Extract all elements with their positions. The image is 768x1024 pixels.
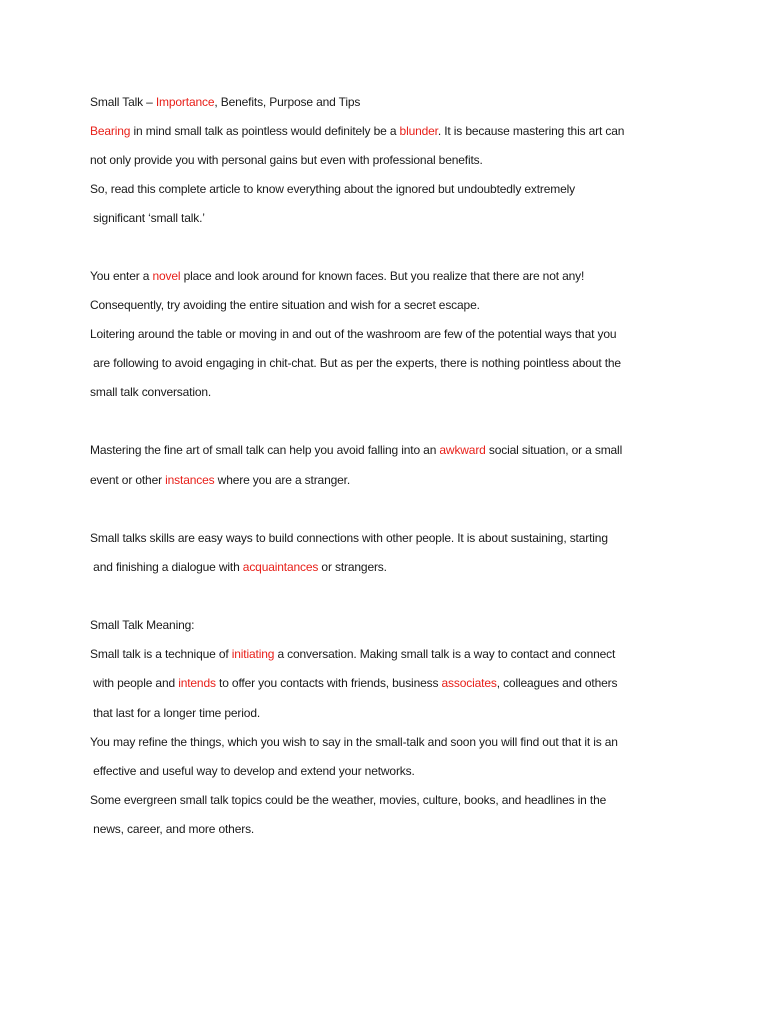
line-text: Some evergreen small talk topics could be the weather, movies, culture, books, and headlines in the xyxy=(90,793,607,807)
line-text: significant ‘small talk.’ xyxy=(90,211,205,225)
section-heading xyxy=(90,617,194,633)
line-text: or strangers. xyxy=(318,560,387,574)
line-text: Consequently, try avoiding the entire situation and wish for a secret escape. xyxy=(90,298,480,312)
line-text: Small Talk Meaning: xyxy=(90,618,195,632)
highlighted-link[interactable]: acquaintances xyxy=(242,560,319,574)
highlighted-link[interactable]: Importance xyxy=(155,95,215,109)
paragraph-line xyxy=(90,530,608,546)
highlighted-link[interactable]: awkward xyxy=(439,443,486,457)
line-text: You may refine the things, which you wish to say in the small-talk and soon you will find out that it is an xyxy=(90,735,618,749)
line-text: are following to avoid engaging in chit-chat. But as per the experts, there is nothing pointless about the xyxy=(90,356,621,370)
paragraph-line xyxy=(90,763,415,779)
paragraph-line xyxy=(90,326,616,342)
paragraph-line xyxy=(90,792,606,808)
line-text: Loitering around the table or moving in and out of the washroom are few of the potential ways that you xyxy=(90,327,617,341)
line-text: event or other xyxy=(90,473,166,487)
line-text: effective and useful way to develop and extend your networks. xyxy=(90,764,415,778)
highlighted-link[interactable]: novel xyxy=(152,269,181,283)
paragraph-line xyxy=(90,442,622,458)
line-text: , colleagues and others xyxy=(496,676,618,690)
paragraph-line xyxy=(90,152,483,168)
highlighted-link[interactable]: associates xyxy=(441,676,497,690)
paragraph-line xyxy=(90,123,624,139)
line-text: place and look around for known faces. But you realize that there are not any! xyxy=(180,269,585,283)
paragraph-line xyxy=(90,646,615,662)
highlighted-link[interactable]: intends xyxy=(178,676,216,690)
paragraph-line xyxy=(90,181,575,197)
line-text: with people and xyxy=(90,676,179,690)
line-text: in mind small talk as pointless would definitely be a xyxy=(130,124,400,138)
line-text: . It is because mastering this art can xyxy=(437,124,625,138)
line-text: not only provide you with personal gains but even with professional benefits. xyxy=(90,153,483,167)
highlighted-link[interactable]: initiating xyxy=(231,647,275,661)
line-text: , Benefits, Purpose and Tips xyxy=(214,95,361,109)
paragraph-line xyxy=(90,210,205,226)
line-text: news, career, and more others. xyxy=(90,822,255,836)
line-text: Small talk is a technique of xyxy=(90,647,232,661)
highlighted-link[interactable]: instances xyxy=(165,473,215,487)
paragraph-line xyxy=(90,472,350,488)
paragraph-line xyxy=(90,268,584,284)
line-text: where you are a stranger. xyxy=(214,473,351,487)
paragraph-line xyxy=(90,297,480,313)
line-text: to offer you contacts with friends, business xyxy=(215,676,442,690)
line-text: You enter a xyxy=(90,269,153,283)
line-text: social situation, or a small xyxy=(485,443,623,457)
line-text: Mastering the fine art of small talk can help you avoid falling into an xyxy=(90,443,440,457)
paragraph-line xyxy=(90,384,211,400)
line-text: small talk conversation. xyxy=(90,385,212,399)
paragraph-line xyxy=(90,675,617,691)
paragraph-line xyxy=(90,705,260,721)
line-text: and finishing a dialogue with xyxy=(90,560,243,574)
line-text: Small Talk – xyxy=(90,95,156,109)
document-title xyxy=(90,94,360,110)
line-text: a conversation. Making small talk is a way to contact and connect xyxy=(274,647,616,661)
paragraph-line xyxy=(90,559,387,575)
paragraph-line xyxy=(90,734,618,750)
line-text: Small talks skills are easy ways to build connections with other people. It is about sustaining, starting xyxy=(90,531,608,545)
paragraph-line xyxy=(90,355,621,371)
paragraph-line xyxy=(90,821,254,837)
line-text: that last for a longer time period. xyxy=(90,706,261,720)
highlighted-link[interactable]: Bearing xyxy=(90,124,131,138)
highlighted-link[interactable]: blunder xyxy=(399,124,438,138)
line-text: So, read this complete article to know everything about the ignored but undoubtedly extremely xyxy=(90,182,576,196)
